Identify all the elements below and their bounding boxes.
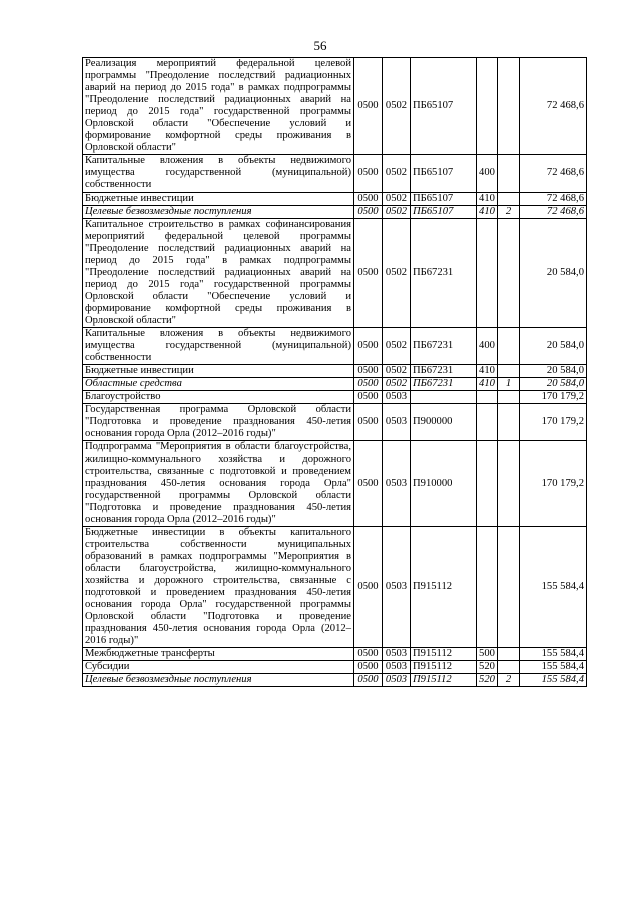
table-row: [83, 674, 587, 687]
amount: 20 584,0: [520, 218, 587, 327]
section-code: 0500: [354, 526, 383, 647]
amount: 155 584,4: [520, 648, 587, 661]
table-row: [83, 205, 587, 218]
expense-type-code: 410: [477, 192, 498, 205]
amount: 72 468,6: [520, 205, 587, 218]
table-row: [83, 404, 587, 441]
funding-source-code: 1: [498, 378, 520, 391]
amount: 170 179,2: [520, 441, 587, 526]
expense-type-code: 520: [477, 674, 498, 687]
target-article-code: ПБ67231: [411, 328, 477, 365]
subsection-code: 0503: [383, 526, 411, 647]
expense-type-code: 500: [477, 648, 498, 661]
page-number: 56: [313, 38, 327, 53]
item-name: Целевые безвозмездные поступления: [83, 205, 354, 218]
target-article-code: П915112: [411, 661, 477, 674]
item-name: Государственная программа Орловской области "Подготовка и проведение празднования 450-летия основания города Орла (2012–2016 годы)": [83, 404, 354, 441]
item-name: Капитальные вложения в объекты недвижимого имущества государственной (муниципальной) собственности: [83, 155, 354, 192]
subsection-code: 0503: [383, 391, 411, 404]
amount: 155 584,4: [520, 674, 587, 687]
item-name: Благоустройство: [83, 391, 354, 404]
section-code: 0500: [354, 155, 383, 192]
subsection-code: 0502: [383, 205, 411, 218]
target-article-code: П910000: [411, 441, 477, 526]
table-row: [83, 391, 587, 404]
amount: 72 468,6: [520, 155, 587, 192]
amount: 155 584,4: [520, 526, 587, 647]
subsection-code: 0503: [383, 674, 411, 687]
target-article-code: [411, 391, 477, 404]
table-row: [83, 328, 587, 365]
section-code: 0500: [354, 192, 383, 205]
amount: 72 468,6: [520, 192, 587, 205]
funding-source-code: [498, 391, 520, 404]
expense-type-code: [477, 218, 498, 327]
target-article-code: ПБ65107: [411, 205, 477, 218]
subsection-code: 0503: [383, 648, 411, 661]
item-name: Подпрограмма "Мероприятия в области благоустройства, жилищно-коммунального хозяйства и дорожного строительства, связанные с подготовкой и проведением празднования 450-летия основания города Орла" государственной программы Орловской области "Подготовка и проведение празднования 450-летия основания города Орла (2012–2016 годы)": [83, 441, 354, 526]
expense-type-code: 520: [477, 661, 498, 674]
section-code: 0500: [354, 205, 383, 218]
expense-type-code: [477, 441, 498, 526]
target-article-code: П915112: [411, 674, 477, 687]
subsection-code: 0503: [383, 661, 411, 674]
table-row: [83, 155, 587, 192]
target-article-code: П915112: [411, 526, 477, 647]
item-name: Областные средства: [83, 378, 354, 391]
item-name: Капитальные вложения в объекты недвижимого имущества государственной (муниципальной) собственности: [83, 328, 354, 365]
table-row: [83, 192, 587, 205]
funding-source-code: [498, 404, 520, 441]
subsection-code: 0502: [383, 378, 411, 391]
funding-source-code: [498, 58, 520, 155]
section-code: 0500: [354, 441, 383, 526]
target-article-code: П900000: [411, 404, 477, 441]
table-row: [83, 526, 587, 647]
amount: 20 584,0: [520, 365, 587, 378]
target-article-code: ПБ65107: [411, 192, 477, 205]
item-name: Бюджетные инвестиции: [83, 192, 354, 205]
target-article-code: ПБ65107: [411, 155, 477, 192]
section-code: 0500: [354, 218, 383, 327]
section-code: 0500: [354, 404, 383, 441]
expense-type-code: 410: [477, 205, 498, 218]
table-row: [83, 648, 587, 661]
expense-type-code: 400: [477, 328, 498, 365]
subsection-code: 0502: [383, 155, 411, 192]
expense-type-code: [477, 404, 498, 441]
expense-type-code: 400: [477, 155, 498, 192]
section-code: 0500: [354, 58, 383, 155]
funding-source-code: [498, 328, 520, 365]
table-row: [83, 378, 587, 391]
amount: 170 179,2: [520, 404, 587, 441]
subsection-code: 0502: [383, 365, 411, 378]
section-code: 0500: [354, 661, 383, 674]
table-row: [83, 661, 587, 674]
section-code: 0500: [354, 378, 383, 391]
expense-type-code: [477, 58, 498, 155]
table-row: [83, 441, 587, 526]
amount: 20 584,0: [520, 328, 587, 365]
section-code: 0500: [354, 391, 383, 404]
funding-source-code: 2: [498, 674, 520, 687]
amount: 155 584,4: [520, 661, 587, 674]
target-article-code: ПБ67231: [411, 218, 477, 327]
item-name: Бюджетные инвестиции в объекты капитального строительства собственности муниципальных образований в рамках подпрограммы "Мероприятия в области благоустройства, жилищно-коммунального хозяйства и дорожного строительства, связанные с подготовкой и проведением празднования 450-летия основания города Орла" государственной программы Орловской области "Подготовка и проведение празднования 450-летия основания города Орла (2012–2016 годы)": [83, 526, 354, 647]
section-code: 0500: [354, 674, 383, 687]
section-code: 0500: [354, 328, 383, 365]
subsection-code: 0503: [383, 404, 411, 441]
target-article-code: П915112: [411, 648, 477, 661]
item-name: Реализация мероприятий федеральной целевой программы "Преодоление последствий радиационных аварий на период до 2015 года" в рамках подпрограммы "Преодоление последствий радиационных аварий на период до 2015 года" государственной программы Орловской области "Обеспечение условий и формирование комфортной среды проживания в Орловской области": [83, 58, 354, 155]
item-name: Капитальное строительство в рамках софинансирования мероприятий федеральной целевой программы "Преодоление последствий радиационных аварий на период до 2015 года" в рамках подпрограммы "Преодоление последствий радиационных аварий на период до 2015 года" государственной программы Орловской области "Обеспечение условий и формирование комфортной среды проживания в Орловской области": [83, 218, 354, 327]
subsection-code: 0502: [383, 58, 411, 155]
amount: 20 584,0: [520, 378, 587, 391]
target-article-code: ПБ67231: [411, 378, 477, 391]
expense-type-code: 410: [477, 365, 498, 378]
section-code: 0500: [354, 365, 383, 378]
item-name: Целевые безвозмездные поступления: [83, 674, 354, 687]
expense-type-code: [477, 526, 498, 647]
subsection-code: 0502: [383, 328, 411, 365]
table-row: [83, 365, 587, 378]
budget-table: [82, 57, 587, 687]
section-code: 0500: [354, 648, 383, 661]
funding-source-code: [498, 192, 520, 205]
table-row: [83, 218, 587, 327]
funding-source-code: [498, 526, 520, 647]
table-row: [83, 58, 587, 155]
funding-source-code: [498, 155, 520, 192]
subsection-code: 0502: [383, 218, 411, 327]
funding-source-code: [498, 661, 520, 674]
funding-source-code: [498, 365, 520, 378]
amount: 170 179,2: [520, 391, 587, 404]
target-article-code: ПБ67231: [411, 365, 477, 378]
item-name: Субсидии: [83, 661, 354, 674]
funding-source-code: [498, 218, 520, 327]
amount: 72 468,6: [520, 58, 587, 155]
item-name: Бюджетные инвестиции: [83, 365, 354, 378]
item-name: Межбюджетные трансферты: [83, 648, 354, 661]
expense-type-code: [477, 391, 498, 404]
funding-source-code: [498, 441, 520, 526]
funding-source-code: [498, 648, 520, 661]
subsection-code: 0503: [383, 441, 411, 526]
target-article-code: ПБ65107: [411, 58, 477, 155]
subsection-code: 0502: [383, 192, 411, 205]
funding-source-code: 2: [498, 205, 520, 218]
expense-type-code: 410: [477, 378, 498, 391]
